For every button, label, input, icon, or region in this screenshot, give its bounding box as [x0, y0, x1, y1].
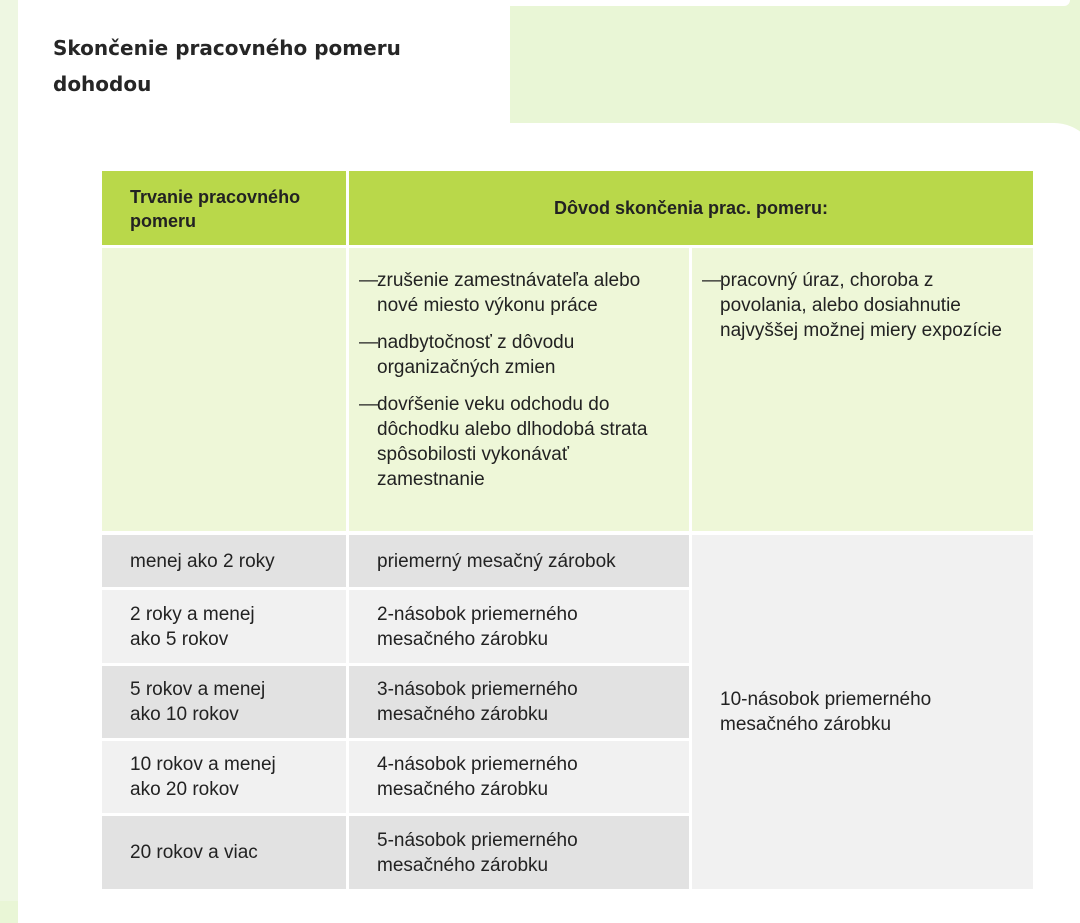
compensation-cell-merged: 10-násobok priemerného mesačného zárobku: [692, 535, 1033, 889]
dash-icon: [359, 268, 377, 318]
background-strip: [0, 0, 18, 901]
reasons-cell-1: [349, 248, 689, 531]
duration-cell: 5 rokov a menej ako 10 rokov: [102, 666, 346, 738]
header-reason-label: Dôvod skončenia prac. pomeru:: [553, 198, 829, 218]
reason-item: — pracovný úraz, choroba z povolania, alebo dosiahnutie najvyššej možnej miery expozície: [702, 268, 1023, 343]
reasons-empty-cell: [102, 248, 346, 531]
duration-cell: 2 roky a menej ako 5 rokov: [102, 590, 346, 663]
header-duration: [102, 171, 346, 245]
reason-item: — dovŕšenie veku odchodu do dôchodku alebo dlhodobá strata spôsobilosti vykonávať zamestnanie: [359, 392, 679, 492]
header-reason: [349, 171, 1033, 245]
duration-cell: 20 rokov a viac: [102, 816, 346, 889]
compensation-cell: 4-násobok priemerného mesačného zárobku: [349, 741, 689, 813]
duration-cell: menej ako 2 roky: [102, 535, 346, 587]
dash-icon: [359, 392, 377, 492]
reason-item: — zrušenie zamestnávateľa alebo nové miesto výkonu práce: [359, 268, 679, 318]
reason-item: — nadbytočnosť z dôvodu organizačných zmien: [359, 330, 679, 380]
page-title: Skončenie pracovného pomeru dohodou: [53, 36, 401, 96]
compensation-cell: priemerný mesačný zárobok: [349, 535, 689, 587]
dash-icon: [359, 330, 377, 380]
compensation-cell: 2-násobok priemerného mesačného zárobku: [349, 590, 689, 663]
header-duration-label: Trvanie pracovného pomeru: [130, 187, 301, 231]
content-card-top-right: [510, 0, 1070, 6]
dash-icon: [702, 268, 720, 343]
compensation-cell: 3-násobok priemerného mesačného zárobku: [349, 666, 689, 738]
duration-cell: 10 rokov a menej ako 20 rokov: [102, 741, 346, 813]
reasons-cell-2: [692, 248, 1033, 531]
compensation-cell: 5-násobok priemerného mesačného zárobku: [349, 816, 689, 889]
